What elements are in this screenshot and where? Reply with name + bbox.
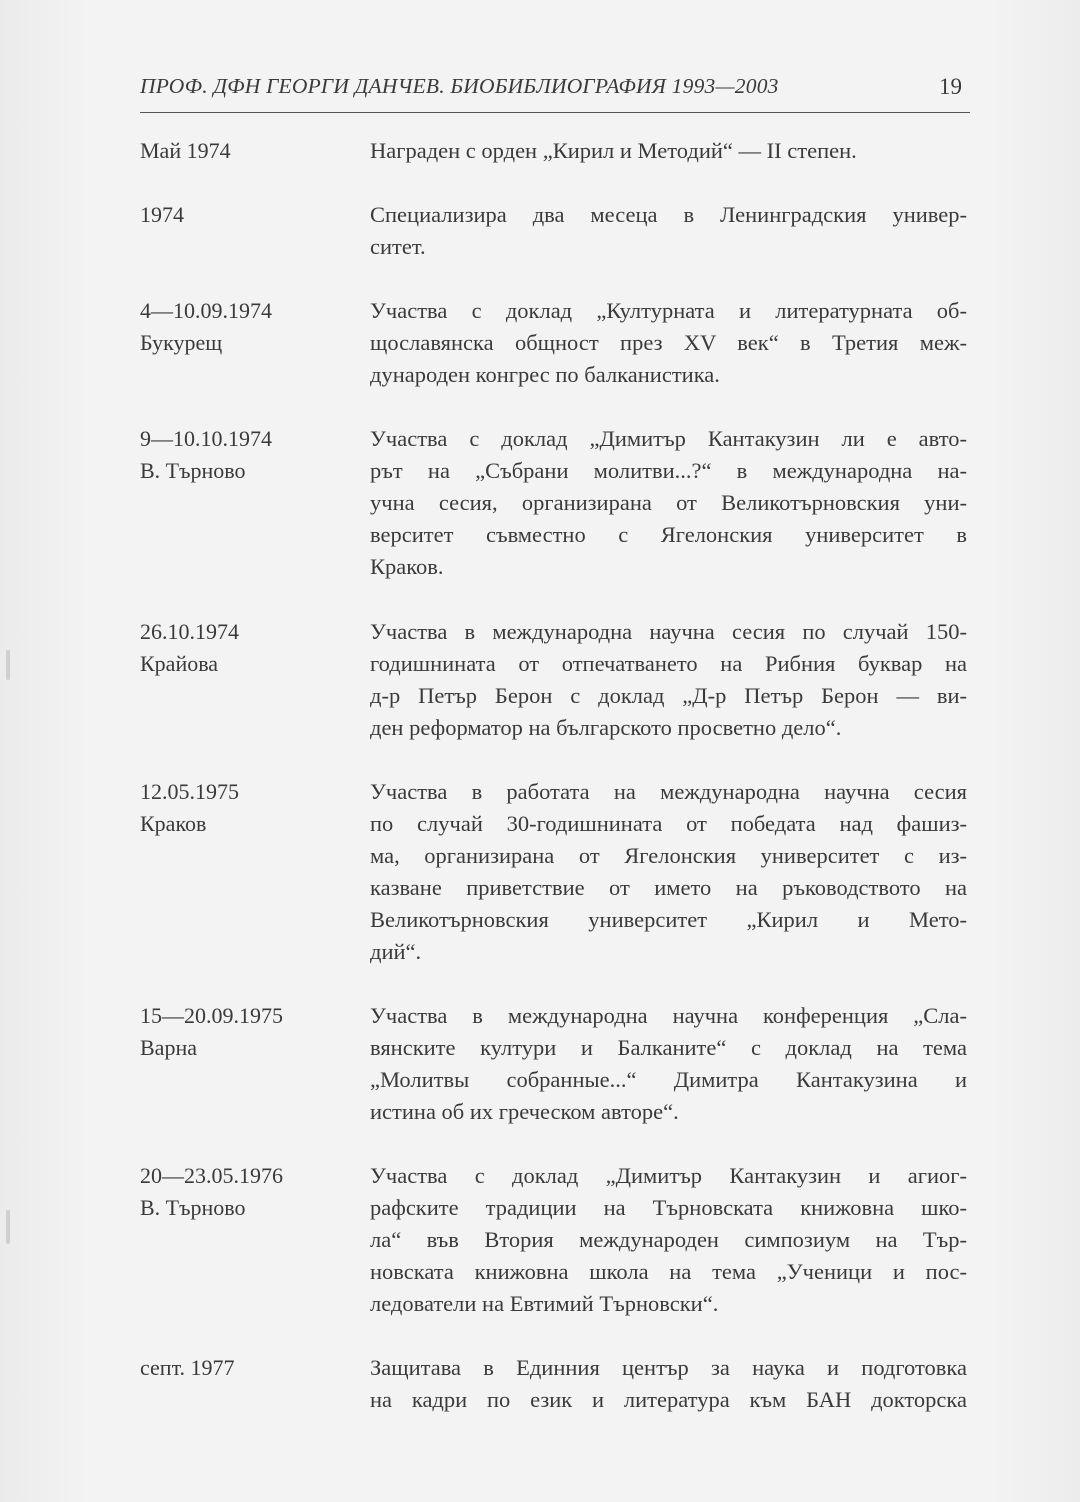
entry-text-line: ден реформатор на българското просветно дело“. xyxy=(370,715,842,740)
entry-text xyxy=(370,423,967,583)
entry-place-line: Букурещ xyxy=(140,330,223,355)
entry-place-line: Крайова xyxy=(140,651,219,676)
entry-date xyxy=(140,199,370,263)
entry-place-line: В. Търново xyxy=(140,1195,246,1220)
entry-text-line: д-р Петър Берон с доклад „Д-р Петър Берон — ви- xyxy=(370,683,967,708)
entry-date xyxy=(140,1160,370,1320)
entry-text xyxy=(370,1000,967,1128)
entry-text xyxy=(370,1160,967,1320)
chronology-entry xyxy=(140,616,970,744)
entry-text xyxy=(370,776,967,968)
chronology-entry xyxy=(140,1000,970,1128)
entry-date-line: 4—10.09.1974 xyxy=(140,298,272,323)
entry-place-line: В. Търново xyxy=(140,458,246,483)
entry-date xyxy=(140,423,370,583)
entry-text-line: Участва в работата на международна научна сесия xyxy=(370,779,967,804)
entry-date-line: 15—20.09.1975 xyxy=(140,1003,283,1028)
entry-text xyxy=(370,199,967,263)
entry-text-line: ситет. xyxy=(370,234,426,259)
chronology-entry xyxy=(140,1160,970,1320)
header-title: ПРОФ. ДФН ГЕОРГИ ДАНЧЕВ. БИОБИБЛИОГРАФИЯ 1993—2003 xyxy=(140,74,779,98)
entry-date-line: 20—23.05.1976 xyxy=(140,1163,283,1188)
entry-text xyxy=(370,135,967,167)
entry-place-line: Варна xyxy=(140,1035,197,1060)
entry-text-line: щославянска общност през XV век“ в Третия меж- xyxy=(370,330,967,355)
entry-text-line: новската книжовна школа на тема „Ученици и пос- xyxy=(370,1259,967,1284)
entry-text-line: дународен конгрес по балканистика. xyxy=(370,362,720,387)
entry-text-line: Специализира два месеца в Ленинградския универ- xyxy=(370,202,967,227)
entry-text-line: Участва с доклад „Културната и литературната об- xyxy=(370,298,967,323)
entry-text-line: Участва с доклад „Димитър Кантакузин и агиог- xyxy=(370,1163,967,1188)
entry-text xyxy=(370,616,967,744)
chronology-entry xyxy=(140,135,970,167)
entry-date-line: Май 1974 xyxy=(140,138,231,163)
chronology-entry xyxy=(140,199,970,263)
scan-mark xyxy=(6,1210,10,1244)
entry-text-line: Награден с орден „Кирил и Методий“ — II степен. xyxy=(370,138,857,163)
entry-place-line: Краков xyxy=(140,811,207,836)
page-number: 19 xyxy=(939,74,962,99)
chronology-list xyxy=(140,135,970,1416)
entry-text-line: ла“ във Втория международен симпозиум на Тър- xyxy=(370,1227,967,1252)
entry-text xyxy=(370,295,967,391)
entry-text-line: ма, организирана от Ягелонския университет с из- xyxy=(370,843,967,868)
entry-text-line: казване приветствие от името на ръководството на xyxy=(370,875,967,900)
entry-text-line: на кадри по език и литература към БАН докторска xyxy=(370,1387,967,1412)
chronology-entry xyxy=(140,776,970,968)
entry-text xyxy=(370,1352,967,1416)
scan-mark xyxy=(6,650,10,680)
entry-date xyxy=(140,1352,370,1416)
entry-text-line: вянските култури и Балканите“ с доклад на тема xyxy=(370,1035,967,1060)
entry-text-line: Участва в международна научна конференция „Сла- xyxy=(370,1003,967,1028)
entry-text-line: верситет съвместно с Ягелонския университет в xyxy=(370,522,967,547)
entry-text-line: учна сесия, организирана от Великотърновския уни- xyxy=(370,490,967,515)
entry-text-line: годишнината от отпечатването на Рибния буквар на xyxy=(370,651,967,676)
entry-date-line: 12.05.1975 xyxy=(140,779,239,804)
entry-date xyxy=(140,776,370,968)
chronology-entry xyxy=(140,295,970,391)
entry-text-line: истина об их греческом авторе“. xyxy=(370,1099,679,1124)
entry-text-line: „Молитвы собранные...“ Димитра Кантакузина и xyxy=(370,1067,967,1092)
entry-date xyxy=(140,295,370,391)
entry-text-line: Участва с доклад „Димитър Кантакузин ли е авто- xyxy=(370,426,967,451)
entry-date xyxy=(140,1000,370,1128)
entry-date xyxy=(140,616,370,744)
entry-text-line: Краков. xyxy=(370,554,444,579)
running-header xyxy=(140,70,970,113)
entry-date-line: 26.10.1974 xyxy=(140,619,239,644)
entry-text-line: Защитава в Единния център за наука и подготовка xyxy=(370,1355,967,1380)
entry-date-line: септ. 1977 xyxy=(140,1355,235,1380)
entry-date-line: 9—10.10.1974 xyxy=(140,426,272,451)
entry-text-line: рафските традиции на Търновската книжовна шко- xyxy=(370,1195,967,1220)
entry-text-line: дий“. xyxy=(370,939,422,964)
entry-text-line: рът на „Събрани молитви...?“ в международна на- xyxy=(370,458,967,483)
entry-text-line: Великотърновския университет „Кирил и Мето- xyxy=(370,907,967,932)
chronology-entry xyxy=(140,1352,970,1416)
entry-text-line: ледователи на Евтимий Търновски“. xyxy=(370,1291,719,1316)
entry-text-line: по случай 30-годишнината от победата над фашиз- xyxy=(370,811,967,836)
entry-date-line: 1974 xyxy=(140,202,184,227)
entry-date xyxy=(140,135,370,167)
entry-text-line: Участва в международна научна сесия по случай 150- xyxy=(370,619,967,644)
chronology-entry xyxy=(140,423,970,583)
